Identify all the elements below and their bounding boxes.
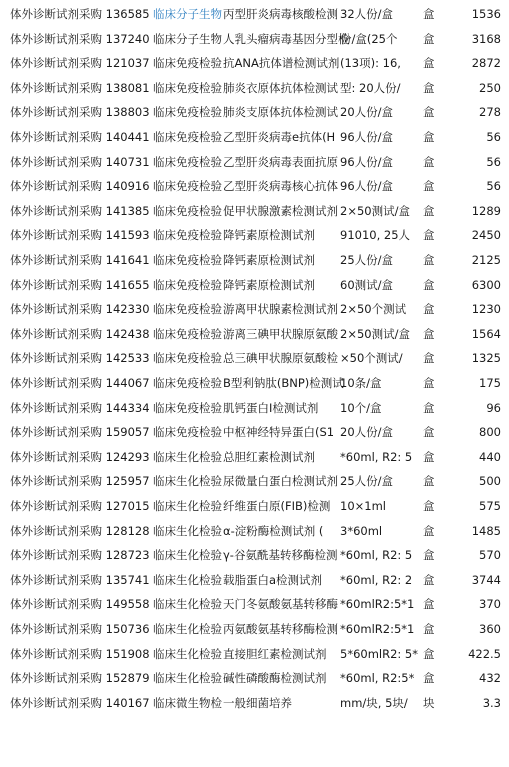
price-cell: 800 — [479, 425, 501, 440]
spec-cell: 型: 20人份/ — [340, 80, 401, 95]
category-cell: 体外诊断试剂采购 128128 — [10, 523, 150, 538]
spec-cell: mm/块, 5块/ — [340, 695, 408, 710]
name-cell: 一般细菌培养 — [223, 695, 292, 710]
type-cell: 临床免疫检验 — [153, 400, 222, 415]
table-row — [0, 273, 509, 298]
unit-cell: 盒 — [423, 474, 435, 489]
name-cell: 降钙素原检测试剂 — [223, 253, 315, 267]
category-cell: 体外诊断试剂采购 141655 — [10, 277, 150, 292]
name-cell: 降钙素原检测试剂 — [223, 228, 315, 243]
table-row — [0, 51, 509, 76]
name-cell: 尿微量白蛋白检测试剂 — [223, 474, 338, 489]
price-cell: 1536 — [471, 7, 501, 21]
name-cell: 肺炎支原体抗体检测试 — [223, 105, 338, 120]
table-row — [0, 445, 509, 470]
type-cell: 临床生化检验 — [153, 499, 222, 513]
type-cell: 临床生化检验 — [153, 449, 222, 464]
name-cell: B型利钠肽(BNP)检测试 — [223, 376, 344, 390]
category-cell: 体外诊断试剂采购 149558 — [10, 597, 150, 612]
unit-cell: 盒 — [423, 154, 435, 169]
name-cell: 人乳头瘤病毒基因分型检 — [223, 31, 350, 46]
price-cell: 96 — [486, 400, 501, 415]
unit-cell: 盒 — [423, 400, 435, 415]
spec-cell: 25人份/盒 — [340, 474, 394, 489]
type-cell: 临床分子生物 — [153, 31, 222, 46]
type-cell: 临床生化检验 — [153, 474, 222, 489]
unit-cell: 盒 — [423, 646, 435, 661]
table-row — [0, 199, 509, 224]
category-cell: 体外诊断试剂采购 152879 — [10, 671, 150, 686]
table-row — [0, 617, 509, 642]
table-row — [0, 297, 509, 322]
category-cell: 体外诊断试剂采购 138081 — [10, 80, 150, 95]
category-cell: 体外诊断试剂采购 140167 — [10, 695, 150, 710]
spec-cell: 20人份/盒 — [340, 105, 394, 120]
category-cell: 体外诊断试剂采购 142438 — [10, 326, 150, 341]
type-cell: 临床微生物检 — [153, 695, 222, 710]
table-row — [0, 174, 509, 199]
type-cell: 临床免疫检验 — [153, 425, 222, 440]
type-cell: 临床免疫检验 — [153, 105, 222, 120]
unit-cell: 盒 — [423, 499, 435, 513]
type-cell: 临床免疫检验 — [153, 179, 222, 194]
table-row — [0, 223, 509, 248]
price-cell: 1289 — [471, 203, 501, 218]
table-row — [0, 371, 509, 396]
unit-cell: 盒 — [423, 7, 435, 21]
spec-cell: 2×50个测试 — [340, 302, 407, 317]
price-cell: 1325 — [471, 351, 501, 366]
name-cell: 纤维蛋白原(FIB)检测 — [223, 499, 331, 513]
unit-cell: 盒 — [423, 376, 435, 390]
spec-cell: ×50个测试/ — [340, 351, 403, 366]
spec-cell: 32人份/盒 — [340, 7, 394, 21]
price-cell: 1230 — [471, 302, 501, 317]
spec-cell: 10条/盒 — [340, 376, 382, 390]
unit-cell: 盒 — [423, 228, 435, 243]
spec-cell: (13项): 16, — [340, 56, 401, 71]
type-cell: 临床免疫检验 — [153, 228, 222, 243]
type-cell: 临床免疫检验 — [153, 56, 222, 71]
spec-cell: *60ml, R2: 5 — [340, 449, 413, 464]
unit-cell: 盒 — [423, 179, 435, 194]
unit-cell: 块 — [423, 695, 435, 710]
spec-cell: 5*60mlR2: 5* — [340, 646, 419, 661]
name-cell: 肺炎衣原体抗体检测试 — [223, 80, 338, 95]
table-row — [0, 420, 509, 445]
type-cell: 临床免疫检验 — [153, 326, 222, 341]
type-cell: 临床生化检验 — [153, 646, 222, 661]
type-cell: 临床免疫检验 — [153, 130, 222, 144]
table-row — [0, 346, 509, 371]
unit-cell: 盒 — [423, 31, 435, 46]
unit-cell: 盒 — [423, 622, 435, 636]
category-cell: 体外诊断试剂采购 151908 — [10, 646, 150, 661]
unit-cell: 盒 — [423, 351, 435, 366]
name-cell: 直接胆红素检测试剂 — [223, 646, 327, 661]
unit-cell: 盒 — [423, 671, 435, 686]
spec-cell: 2×50测试/盒 — [340, 203, 410, 218]
type-cell: 临床生化检验 — [153, 548, 222, 563]
type-cell: 临床免疫检验 — [153, 277, 222, 292]
spec-cell: *60ml, R2:5* — [340, 671, 415, 686]
unit-cell: 盒 — [423, 105, 435, 120]
type-cell: 临床免疫检验 — [153, 154, 222, 169]
table-row — [0, 592, 509, 617]
spec-cell: *60mlR2:5*1 — [340, 622, 415, 636]
name-cell: 抗ANA抗体谱检测试剂 — [223, 56, 340, 71]
type-cell: 临床免疫检验 — [153, 302, 222, 317]
category-cell: 体外诊断试剂采购 124293 — [10, 449, 150, 464]
table-row — [0, 150, 509, 175]
price-cell: 3744 — [471, 572, 501, 587]
unit-cell: 盒 — [423, 326, 435, 341]
category-cell: 体外诊断试剂采购 135741 — [10, 572, 150, 587]
type-cell: 临床免疫检验 — [153, 253, 222, 267]
spec-cell: 份/盒(25个 — [340, 31, 398, 46]
price-cell: 500 — [479, 474, 501, 489]
table-row — [0, 2, 509, 27]
category-cell: 体外诊断试剂采购 142533 — [10, 351, 150, 366]
category-cell: 体外诊断试剂采购 125957 — [10, 474, 150, 489]
spec-cell: 60测试/盒 — [340, 277, 394, 292]
price-cell: 1485 — [471, 523, 501, 538]
table-row — [0, 568, 509, 593]
type-cell: 临床生化检验 — [153, 671, 222, 686]
name-cell: 天门冬氨酸氨基转移酶 — [223, 597, 338, 612]
price-cell: 370 — [479, 597, 501, 612]
name-cell: 中枢神经特异蛋白(S1 — [223, 425, 335, 440]
category-cell: 体外诊断试剂采购 136585 — [10, 7, 150, 21]
table-row — [0, 666, 509, 691]
table-row — [0, 469, 509, 494]
category-cell: 体外诊断试剂采购 142330 — [10, 302, 150, 317]
unit-cell: 盒 — [423, 203, 435, 218]
category-cell: 体外诊断试剂采购 140916 — [10, 179, 150, 194]
name-cell: 丙氨酸氨基转移酶检测 — [223, 622, 338, 636]
name-cell: γ-谷氨酰基转移酶检测 — [223, 548, 338, 563]
type-cell: 临床免疫检验 — [153, 351, 222, 366]
spec-cell: 25人份/盒 — [340, 253, 394, 267]
category-cell: 体外诊断试剂采购 121037 — [10, 56, 150, 71]
price-cell: 175 — [479, 376, 501, 390]
unit-cell: 盒 — [423, 80, 435, 95]
table-row — [0, 27, 509, 52]
price-cell: 2450 — [471, 228, 501, 243]
spec-cell: 96人份/盒 — [340, 154, 394, 169]
table-row — [0, 494, 509, 519]
price-cell: 2125 — [471, 253, 501, 267]
name-cell: 乙型肝炎病毒核心抗体 — [223, 179, 338, 194]
category-cell: 体外诊断试剂采购 150736 — [10, 622, 150, 636]
name-cell: α-淀粉酶检测试剂 ( — [223, 523, 324, 538]
category-cell: 体外诊断试剂采购 141385 — [10, 203, 150, 218]
spec-cell: *60ml, R2: 2 — [340, 572, 413, 587]
price-cell: 570 — [479, 548, 501, 563]
price-cell: 6300 — [471, 277, 501, 292]
spec-cell: 96人份/盒 — [340, 130, 394, 144]
category-cell: 体外诊断试剂采购 128723 — [10, 548, 150, 563]
price-cell: 440 — [479, 449, 501, 464]
unit-cell: 盒 — [423, 425, 435, 440]
type-cell: 临床生化检验 — [153, 572, 222, 587]
price-cell: 1564 — [471, 326, 501, 341]
name-cell: 载脂蛋白a检测试剂 — [223, 572, 323, 587]
price-cell: 422.5 — [468, 646, 501, 661]
table-row — [0, 642, 509, 667]
spec-cell: 3*60ml — [340, 523, 383, 538]
price-cell: 278 — [479, 105, 501, 120]
name-cell: 乙型肝炎病毒e抗体(H — [223, 130, 336, 144]
price-cell: 56 — [486, 154, 501, 169]
category-cell: 体外诊断试剂采购 140731 — [10, 154, 150, 169]
type-cell: 临床免疫检验 — [153, 80, 222, 95]
price-cell: 3168 — [471, 31, 501, 46]
table-row — [0, 519, 509, 544]
price-cell: 3.3 — [482, 695, 501, 710]
category-cell: 体外诊断试剂采购 144334 — [10, 400, 150, 415]
name-cell: 游离三碘甲状腺原氨酸 — [223, 326, 338, 341]
name-cell: 乙型肝炎病毒表面抗原 — [223, 154, 338, 169]
name-cell: 总胆红素检测试剂 — [223, 449, 315, 464]
price-cell: 56 — [486, 179, 501, 194]
category-cell: 体外诊断试剂采购 127015 — [10, 499, 150, 513]
unit-cell: 盒 — [423, 449, 435, 464]
spec-cell: 10×1ml — [340, 499, 386, 513]
table-row — [0, 543, 509, 568]
type-cell: 临床免疫检验 — [153, 203, 222, 218]
category-cell: 体外诊断试剂采购 141641 — [10, 253, 150, 267]
unit-cell: 盒 — [423, 277, 435, 292]
unit-cell: 盒 — [423, 302, 435, 317]
unit-cell: 盒 — [423, 56, 435, 71]
spec-cell: 20人份/盒 — [340, 425, 394, 440]
type-cell: 临床生化检验 — [153, 597, 222, 612]
type-cell: 临床生化检验 — [153, 622, 222, 636]
type-cell[interactable]: 临床分子生物 — [153, 7, 222, 21]
category-cell: 体外诊断试剂采购 144067 — [10, 376, 150, 390]
name-cell: 碱性磷酸酶检测试剂 — [223, 671, 327, 686]
unit-cell: 盒 — [423, 130, 435, 144]
type-cell: 临床生化检验 — [153, 523, 222, 538]
spec-cell: 10个/盒 — [340, 400, 382, 415]
name-cell: 游离甲状腺素检测试剂 — [223, 302, 338, 317]
price-cell: 432 — [479, 671, 501, 686]
table-row — [0, 125, 509, 150]
spec-cell: *60ml, R2: 5 — [340, 548, 413, 563]
spec-cell: *60mlR2:5*1 — [340, 597, 415, 612]
price-cell: 575 — [479, 499, 501, 513]
table-row — [0, 76, 509, 101]
unit-cell: 盒 — [423, 523, 435, 538]
name-cell: 肌钙蛋白I检测试剂 — [223, 400, 319, 415]
price-cell: 360 — [479, 622, 501, 636]
table-row — [0, 248, 509, 273]
spec-cell: 2×50测试/盒 — [340, 326, 410, 341]
name-cell: 促甲状腺激素检测试剂 — [223, 203, 338, 218]
price-cell: 56 — [486, 130, 501, 144]
price-cell: 2872 — [471, 56, 501, 71]
price-cell: 250 — [479, 80, 501, 95]
name-cell: 丙型肝炎病毒核酸检测 — [223, 7, 338, 21]
table-row — [0, 691, 509, 716]
unit-cell: 盒 — [423, 597, 435, 612]
category-cell: 体外诊断试剂采购 141593 — [10, 228, 150, 243]
name-cell: 总三碘甲状腺原氨酸检 — [223, 351, 338, 366]
table-row — [0, 396, 509, 421]
unit-cell: 盒 — [423, 572, 435, 587]
name-cell: 降钙素原检测试剂 — [223, 277, 315, 292]
type-cell: 临床免疫检验 — [153, 376, 222, 390]
category-cell: 体外诊断试剂采购 159057 — [10, 425, 150, 440]
table-row — [0, 100, 509, 125]
category-cell: 体外诊断试剂采购 137240 — [10, 31, 150, 46]
table-row — [0, 322, 509, 347]
category-cell: 体外诊断试剂采购 140441 — [10, 130, 150, 144]
unit-cell: 盒 — [423, 548, 435, 563]
spec-cell: 96人份/盒 — [340, 179, 394, 194]
unit-cell: 盒 — [423, 253, 435, 267]
category-cell: 体外诊断试剂采购 138803 — [10, 105, 150, 120]
spec-cell: 91010, 25人 — [340, 228, 411, 243]
